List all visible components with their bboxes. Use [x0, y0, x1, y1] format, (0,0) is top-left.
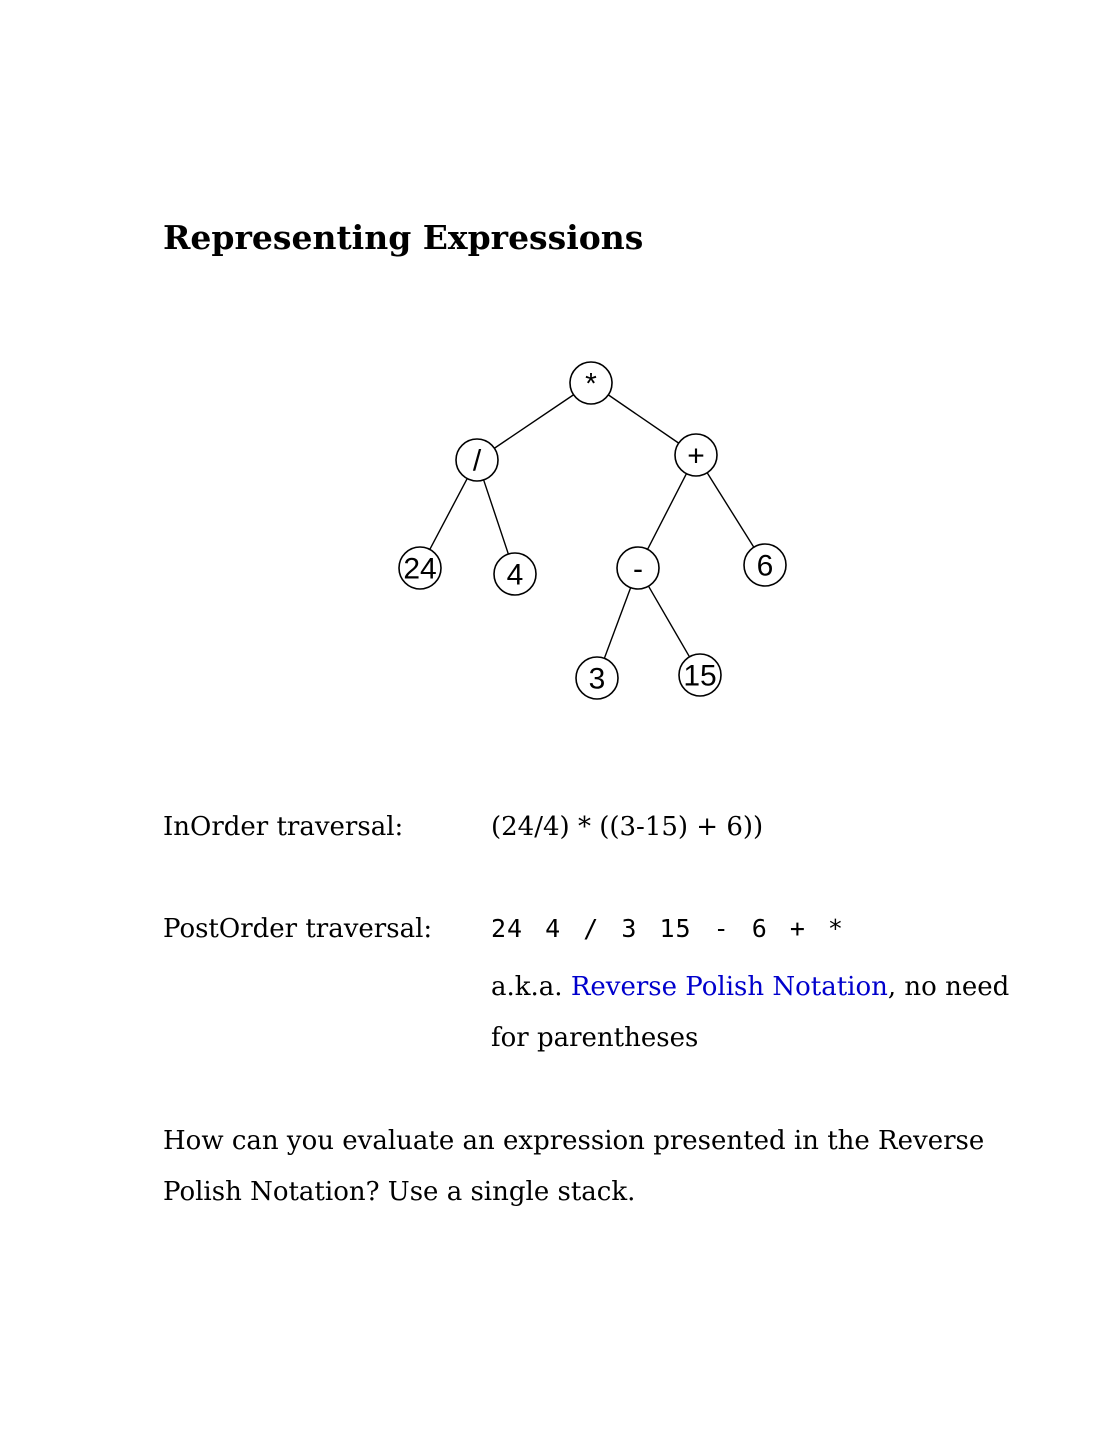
tree-node-label: *: [585, 367, 597, 401]
tree-node-label: 24: [403, 552, 437, 586]
tree-node-label: 4: [506, 558, 524, 592]
page-title: Representing Expressions: [163, 218, 644, 257]
tree-edge: [648, 474, 687, 550]
tree-edge: [430, 479, 467, 550]
inorder-value: (24/4) * ((3-15) + 6)): [491, 812, 764, 842]
tree-edge: [494, 395, 573, 448]
inorder-label: InOrder traversal:: [163, 812, 404, 842]
tree-node-mul: [570, 362, 612, 404]
tree-node-label: 15: [683, 659, 717, 693]
rpn-note-suffix: , no need for parentheses: [491, 972, 1010, 1053]
tree-node-label: /: [472, 444, 482, 478]
rpn-note-prefix: a.k.a.: [491, 972, 571, 1002]
tree-node-label: 3: [588, 662, 606, 696]
rpn-note: [491, 962, 1051, 1064]
tree-node-label: -: [633, 552, 643, 586]
tree-edge: [707, 473, 754, 547]
tree-node-n6: [744, 544, 786, 586]
tree-node-n15: [679, 654, 721, 696]
tree-nodes: [399, 362, 786, 699]
tree-edge: [604, 588, 630, 659]
rpn-link[interactable]: Reverse Polish Notation: [570, 972, 888, 1002]
tree-edges: [430, 395, 754, 659]
tree-node-n3: [576, 657, 618, 699]
tree-edge: [608, 395, 678, 443]
tree-node-sub: [617, 547, 659, 589]
question-text: How can you evaluate an expression presented in the Reverse Polish Notation? Use a single stack.: [163, 1126, 985, 1207]
tree-edge: [484, 480, 509, 554]
tree-node-label: +: [687, 439, 705, 473]
tree-node-n24: [399, 547, 441, 589]
tree-node-div: [456, 439, 498, 481]
postorder-value: 24 4 / 3 15 - 6 + *: [491, 914, 844, 943]
tree-edge: [649, 586, 690, 657]
postorder-label: PostOrder traversal:: [163, 914, 433, 944]
tree-node-label: 6: [756, 549, 774, 583]
tree-node-add: [675, 434, 717, 476]
tree-node-n4: [494, 553, 536, 595]
